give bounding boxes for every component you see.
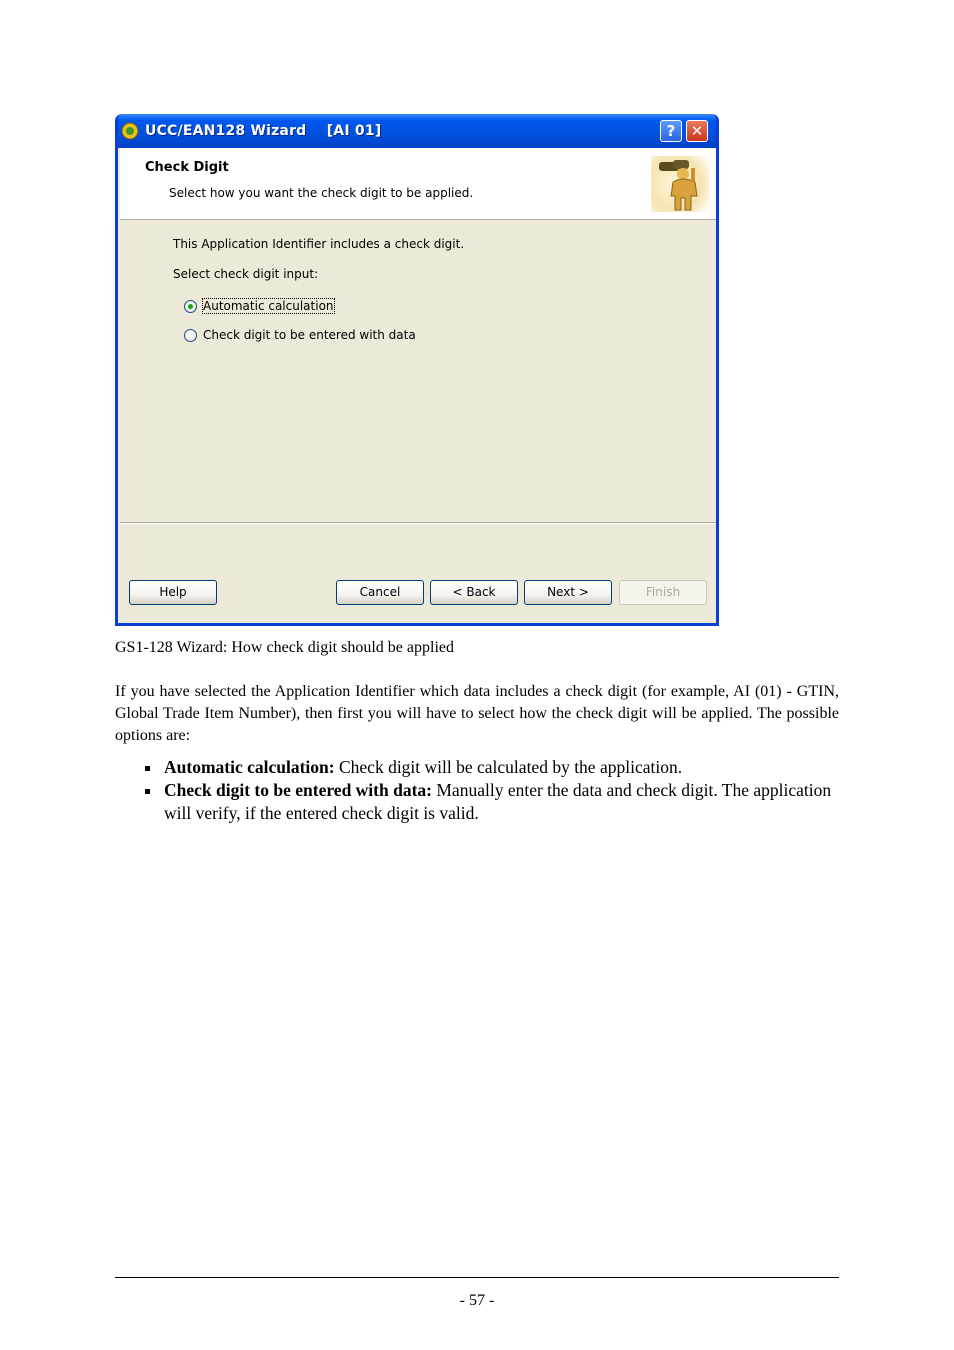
step-subtitle: Select how you want the check digit to be applied.: [169, 186, 474, 200]
wizard-app-icon: [121, 122, 139, 140]
body-paragraph: If you have selected the Application Identifier which data includes a check digit (for example, AI (01) - GTIN, Global Trade Item Number), then first you will have to select how the check digit will be applied. The possible options are:: [115, 683, 839, 744]
footer-divider: [115, 1277, 839, 1278]
question-icon: ?: [666, 122, 676, 140]
bullet-text: Manually enter the data and check digit. The application will verify, if the entered check digit is valid.: [164, 780, 832, 823]
figure-caption: GS1-128 Wizard: How check digit should be applied: [115, 639, 454, 656]
list-item: [115, 756, 839, 779]
finish-button[interactable]: Finish: [619, 580, 707, 605]
info-text: This Application Identifier includes a check digit.: [173, 237, 465, 251]
bullet-text: Check digit will be calculated by the application.: [334, 757, 683, 777]
bullet-icon: [145, 789, 150, 794]
wizard-header: [120, 148, 716, 220]
back-button[interactable]: < Back: [430, 580, 518, 605]
page-number: - 57 -: [459, 1292, 495, 1309]
man-with-binoculars-icon: [651, 156, 709, 212]
bullet-icon: [145, 766, 150, 771]
step-title: Check Digit: [145, 160, 229, 175]
title-close-button[interactable]: [686, 120, 708, 142]
wizard-dialog: [115, 114, 719, 626]
window-title: UCC/EAN128 Wizard [AI 01]: [145, 123, 382, 139]
options-list: [115, 756, 839, 825]
radio-label-automatic: Automatic calculation: [203, 299, 334, 313]
button-separator: [120, 522, 716, 524]
cancel-button[interactable]: Cancel: [336, 580, 424, 605]
title-help-button[interactable]: [660, 120, 682, 142]
bullet-term: Automatic calculation:: [164, 757, 335, 777]
next-button[interactable]: Next >: [524, 580, 612, 605]
radio-label-entered-with-data: Check digit to be entered with data: [203, 328, 416, 342]
list-item: [115, 779, 839, 825]
bullet-term: Check digit to be entered with data:: [164, 780, 432, 800]
close-icon: ✕: [690, 122, 704, 140]
title-bar[interactable]: [115, 114, 719, 148]
radio-entered-with-data[interactable]: [184, 329, 197, 342]
help-button[interactable]: Help: [129, 580, 217, 605]
radio-automatic[interactable]: [184, 300, 197, 313]
select-label: Select check digit input:: [173, 267, 319, 281]
